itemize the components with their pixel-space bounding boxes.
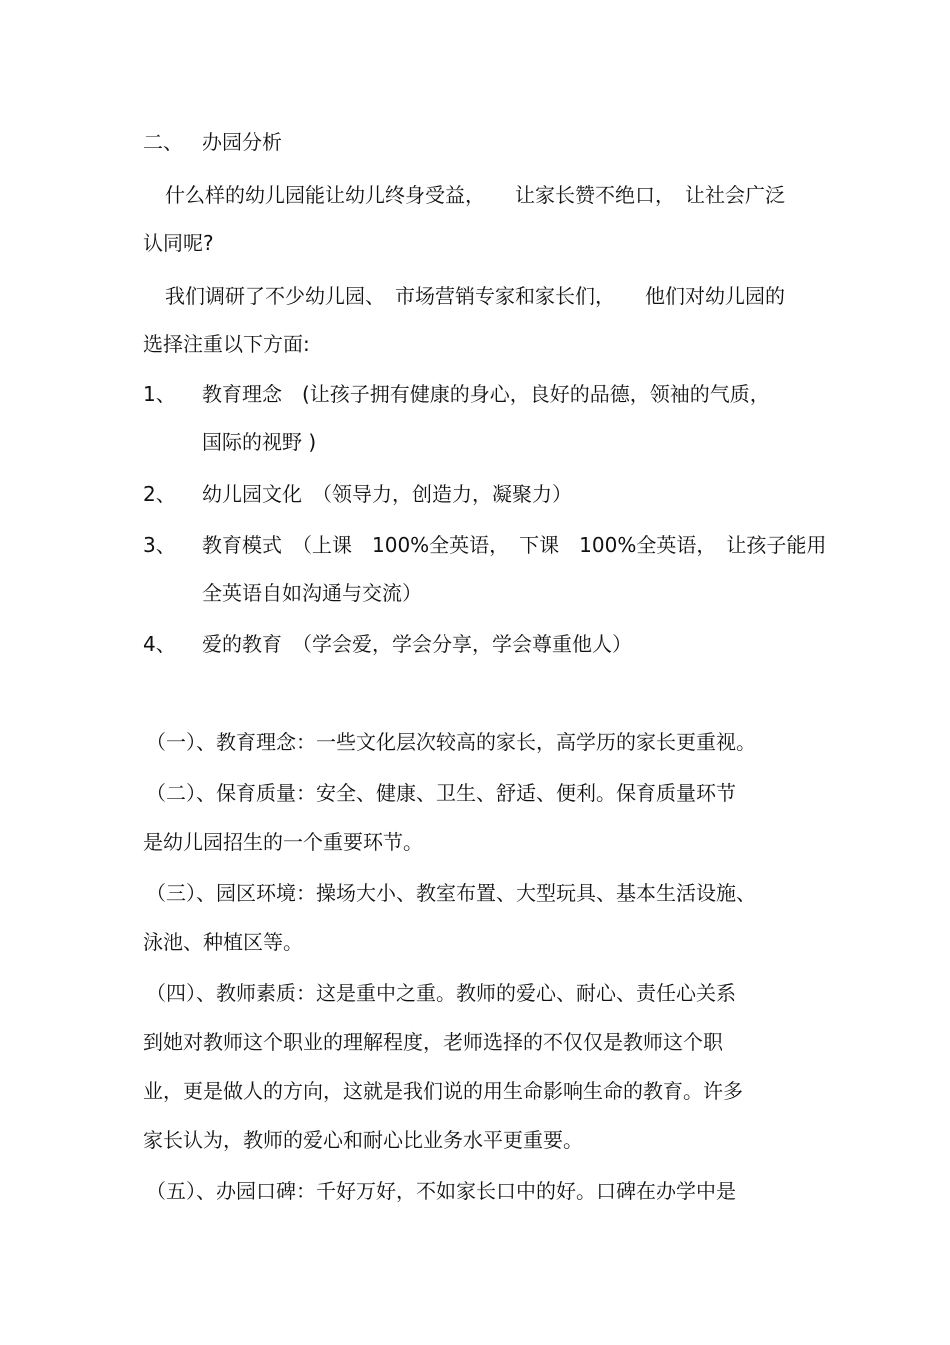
list-item-2-number: 2、: [143, 482, 176, 506]
heading-number: 二、: [143, 130, 183, 154]
section-4-line-1: （四）、教师素质：这是重中之重。教师的爱心、耐心、责任心关系: [146, 981, 736, 1005]
list-item-4-number: 4、: [143, 632, 176, 656]
intro-line-3: 我们调研了不少幼儿园、 市场营销专家和家长们， 他们对幼儿园的: [165, 284, 785, 308]
list-item-3-number: 3、: [143, 533, 176, 557]
list-item-2-line-1: 幼儿园文化 （领导力，创造力，凝聚力）: [202, 482, 572, 506]
list-item-1-line-2: 国际的视野 ): [202, 430, 317, 454]
heading-title: 办园分析: [202, 130, 282, 154]
section-4-line-4: 家长认为，教师的爱心和耐心比业务水平更重要。: [143, 1128, 583, 1152]
list-item-1-number: 1、: [143, 382, 176, 406]
section-4-line-2: 到她对教师这个职业的理解程度，老师选择的不仅仅是教师这个职: [143, 1030, 723, 1054]
section-3-line-2: 泳池、种植区等。: [143, 930, 303, 954]
intro-line-1: 什么样的幼儿园能让幼儿终身受益， 让家长赞不绝口， 让社会广泛: [165, 183, 785, 207]
section-3-line-1: （三）、园区环境：操场大小、教室布置、大型玩具、基本生活设施、: [146, 881, 756, 905]
list-item-4-line-1: 爱的教育 （学会爱，学会分享，学会尊重他人）: [202, 632, 632, 656]
list-item-3-line-1: 教育模式 （上课 100%全英语， 下课 100%全英语， 让孩子能用: [202, 533, 827, 557]
section-4-line-3: 业，更是做人的方向，这就是我们说的用生命影响生命的教育。许多: [143, 1079, 743, 1103]
section-2-line-1: （二）、保育质量：安全、健康、卫生、舒适、便利。保育质量环节: [146, 781, 736, 805]
section-2-line-2: 是幼儿园招生的一个重要环节。: [143, 830, 423, 854]
list-item-3-line-2: 全英语自如沟通与交流）: [202, 581, 422, 605]
intro-line-4: 选择注重以下方面:: [143, 332, 310, 356]
section-1-line-1: （一）、教育理念：一些文化层次较高的家长，高学历的家长更重视。: [146, 730, 756, 754]
intro-line-2: 认同呢?: [143, 231, 214, 255]
list-item-1-line-1: 教育理念 (让孩子拥有健康的身心，良好的品德，领袖的气质，: [202, 382, 770, 406]
section-5-line-1: （五）、办园口碑：千好万好，不如家长口中的好。口碑在办学中是: [146, 1179, 736, 1203]
